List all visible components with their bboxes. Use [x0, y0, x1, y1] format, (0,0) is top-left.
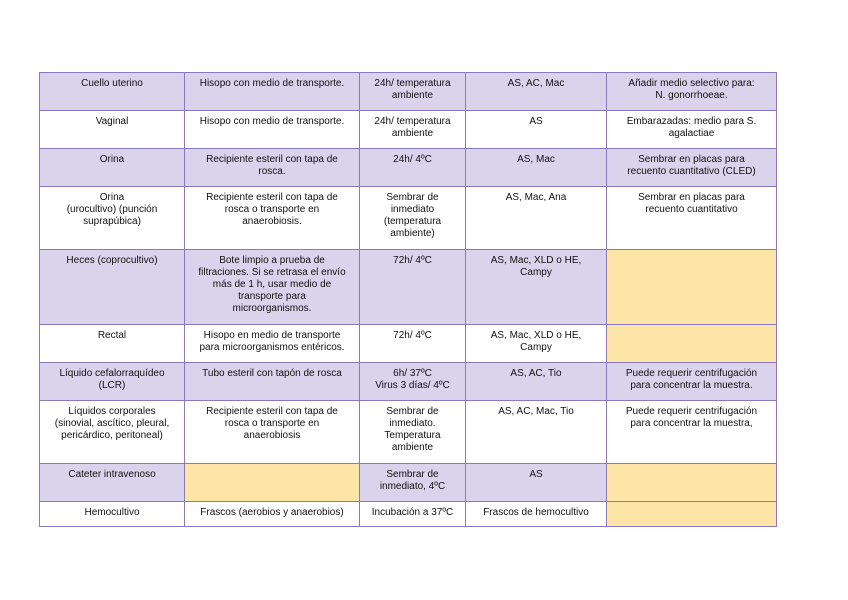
- notes-cell: [607, 111, 777, 149]
- specimen-cell: [40, 250, 185, 325]
- cell-text-line: Sembrar en placas para: [638, 154, 745, 165]
- cell-text-line: Frascos de hemocultivo: [483, 507, 589, 518]
- cell-text-line: rosca.: [258, 166, 286, 177]
- container-cell: [185, 325, 360, 363]
- cell-text-line: para concentrar la muestra.: [630, 380, 753, 391]
- notes-cell: [607, 464, 777, 502]
- container-cell: [185, 363, 360, 401]
- cell-text-line: ambiente): [390, 228, 435, 239]
- cell-text-line: Hemocultivo: [84, 507, 140, 518]
- specimen-cell: [40, 363, 185, 401]
- cell-text-line: Puede requerir centrifugación: [625, 368, 758, 379]
- cell-text-line: 6h/ 37ºC: [393, 368, 432, 379]
- cell-text-line: filtraciones. Si se retrasa el envío: [198, 267, 346, 278]
- cell-text-line: Puede requerir centrifugación: [625, 406, 758, 417]
- cell-text-line: (urocultivo) (punción: [66, 204, 158, 215]
- table-row: [40, 149, 777, 187]
- cell-text-line: Recipiente esteril con tapa de: [206, 154, 338, 165]
- cell-text-line: anaerobiosis: [243, 430, 301, 441]
- media-cell: [466, 502, 607, 527]
- container-cell: [185, 187, 360, 250]
- cell-text-line: Hisopo en medio de transporte: [203, 330, 341, 341]
- cell-text-line: inmediato: [390, 204, 435, 215]
- cell-text-line: (LCR): [98, 380, 126, 391]
- table-row: [40, 250, 777, 325]
- notes-cell: [607, 363, 777, 401]
- cell-text-line: AS, Mac: [517, 154, 555, 165]
- storage-cell: [360, 502, 466, 527]
- cell-text-line: recuento cuantitativo (CLED): [627, 166, 756, 177]
- storage-cell: [360, 73, 466, 111]
- container-cell: [185, 401, 360, 464]
- cell-text-line: agalactiae: [668, 128, 715, 139]
- cell-text-line: pericárdico, peritoneal): [61, 430, 163, 441]
- cell-text-line: Incubación a 37ºC: [371, 507, 454, 518]
- cell-text-line: inmediato.: [389, 418, 436, 429]
- cell-text-line: AS, AC, Tio: [510, 368, 562, 379]
- specimen-table: [39, 72, 777, 527]
- container-cell: [185, 111, 360, 149]
- cell-text-line: para concentrar la muestra,: [630, 418, 753, 429]
- table-row: [40, 111, 777, 149]
- cell-text-line: para microorganismos entéricos.: [199, 342, 345, 353]
- cell-text-line: Orina: [99, 154, 125, 165]
- specimen-cell: [40, 502, 185, 527]
- specimen-table-body: [40, 73, 777, 527]
- notes-cell: [607, 73, 777, 111]
- cell-text-line: Líquido cefalorraquídeo: [59, 368, 165, 379]
- cell-text-line: AS, Mac, XLD o HE,: [490, 330, 582, 341]
- table-row: [40, 502, 777, 527]
- container-cell: [185, 502, 360, 527]
- cell-text-line: ambiente: [391, 128, 434, 139]
- cell-text-line: Virus 3 días/ 4ºC: [375, 380, 450, 391]
- storage-cell: [360, 401, 466, 464]
- specimen-cell: [40, 464, 185, 502]
- notes-cell: [607, 149, 777, 187]
- cell-text-line: Sembrar de: [386, 406, 439, 417]
- cell-text-line: 72h/ 4ºC: [393, 330, 432, 341]
- cell-text-line: Rectal: [97, 330, 127, 341]
- cell-text-line: Frascos (aerobios y anaerobios): [200, 507, 344, 518]
- media-cell: [466, 187, 607, 250]
- storage-cell: [360, 149, 466, 187]
- storage-cell: [360, 464, 466, 502]
- cell-text-line: (temperatura: [383, 216, 442, 227]
- cell-text-line: AS, AC, Mac: [507, 78, 565, 89]
- storage-cell: [360, 325, 466, 363]
- cell-text-line: Sembrar de: [386, 469, 439, 480]
- storage-cell: [360, 111, 466, 149]
- media-cell: [466, 149, 607, 187]
- media-cell: [466, 363, 607, 401]
- specimen-cell: [40, 187, 185, 250]
- specimen-cell: [40, 111, 185, 149]
- notes-cell: [607, 401, 777, 464]
- cell-text-line: AS, AC, Mac, Tio: [498, 406, 574, 417]
- cell-text-line: Sembrar de: [386, 192, 439, 203]
- media-cell: [466, 464, 607, 502]
- cell-text-line: Embarazadas: medio para S.: [626, 116, 757, 127]
- cell-text-line: (sinovial, ascítico, pleural,: [54, 418, 170, 429]
- cell-text-line: AS: [529, 116, 543, 127]
- cell-text-line: inmediato, 4ºC: [379, 481, 446, 492]
- specimen-cell: [40, 325, 185, 363]
- table-row: [40, 187, 777, 250]
- cell-text-line: Tubo esteril con tapón de rosca: [202, 368, 342, 379]
- specimen-cell: [40, 149, 185, 187]
- notes-cell: [607, 187, 777, 250]
- cell-text-line: Temperatura: [384, 430, 441, 441]
- storage-cell: [360, 250, 466, 325]
- storage-cell: [360, 187, 466, 250]
- cell-text-line: Hisopo con medio de transporte.: [199, 116, 345, 127]
- table-row: [40, 73, 777, 111]
- cell-text-line: transporte para: [238, 291, 306, 302]
- cell-text-line: Orina: [99, 192, 125, 203]
- cell-text-line: ambiente: [391, 442, 434, 453]
- cell-text-line: Hisopo con medio de transporte.: [199, 78, 345, 89]
- cell-text-line: Campy: [520, 342, 552, 353]
- cell-text-line: Líquidos corporales: [68, 406, 156, 417]
- notes-cell: [607, 502, 777, 527]
- cell-text-line: Campy: [520, 267, 552, 278]
- cell-text-line: Recipiente esteril con tapa de: [206, 192, 338, 203]
- cell-text-line: 72h/ 4ºC: [393, 255, 432, 266]
- specimen-cell: [40, 73, 185, 111]
- notes-cell: [607, 325, 777, 363]
- media-cell: [466, 401, 607, 464]
- cell-text-line: suprapúbica): [83, 216, 141, 227]
- media-cell: [466, 111, 607, 149]
- table-row: [40, 363, 777, 401]
- media-cell: [466, 325, 607, 363]
- table-row: [40, 401, 777, 464]
- cell-text-line: ambiente: [391, 90, 434, 101]
- cell-text-line: rosca o transporte en: [224, 418, 320, 429]
- cell-text-line: más de 1 h, usar medio de: [212, 279, 332, 290]
- cell-text-line: 24h/ temperatura: [374, 116, 451, 127]
- cell-text-line: microorganismos.: [232, 303, 312, 314]
- cell-text-line: 24h/ temperatura: [374, 78, 451, 89]
- cell-text-line: AS: [529, 469, 543, 480]
- cell-text-line: N. gonorrhoeae.: [655, 90, 728, 101]
- notes-cell: [607, 250, 777, 325]
- cell-text-line: anaerobiosis.: [242, 216, 302, 227]
- cell-text-line: recuento cuantitativo: [645, 204, 738, 215]
- cell-text-line: AS, Mac, XLD o HE,: [490, 255, 582, 266]
- container-cell: [185, 250, 360, 325]
- cell-text-line: rosca o transporte en: [224, 204, 320, 215]
- table-row: [40, 464, 777, 502]
- cell-text-line: Heces (coprocultivo): [66, 255, 158, 266]
- cell-text-line: 24h/ 4ºC: [393, 154, 432, 165]
- container-cell: [185, 149, 360, 187]
- cell-text-line: Cuello uterino: [81, 78, 143, 89]
- cell-text-line: Sembrar en placas para: [638, 192, 745, 203]
- cell-text-line: Cateter intravenoso: [68, 469, 156, 480]
- cell-text-line: Bote limpio a prueba de: [219, 255, 325, 266]
- cell-text-line: Recipiente esteril con tapa de: [206, 406, 338, 417]
- container-cell: [185, 464, 360, 502]
- cell-text-line: AS, Mac, Ana: [505, 192, 567, 203]
- table-row: [40, 325, 777, 363]
- specimen-cell: [40, 401, 185, 464]
- container-cell: [185, 73, 360, 111]
- media-cell: [466, 250, 607, 325]
- media-cell: [466, 73, 607, 111]
- cell-text-line: Vaginal: [95, 116, 129, 127]
- storage-cell: [360, 363, 466, 401]
- cell-text-line: Añadir medio selectivo para:: [628, 78, 755, 89]
